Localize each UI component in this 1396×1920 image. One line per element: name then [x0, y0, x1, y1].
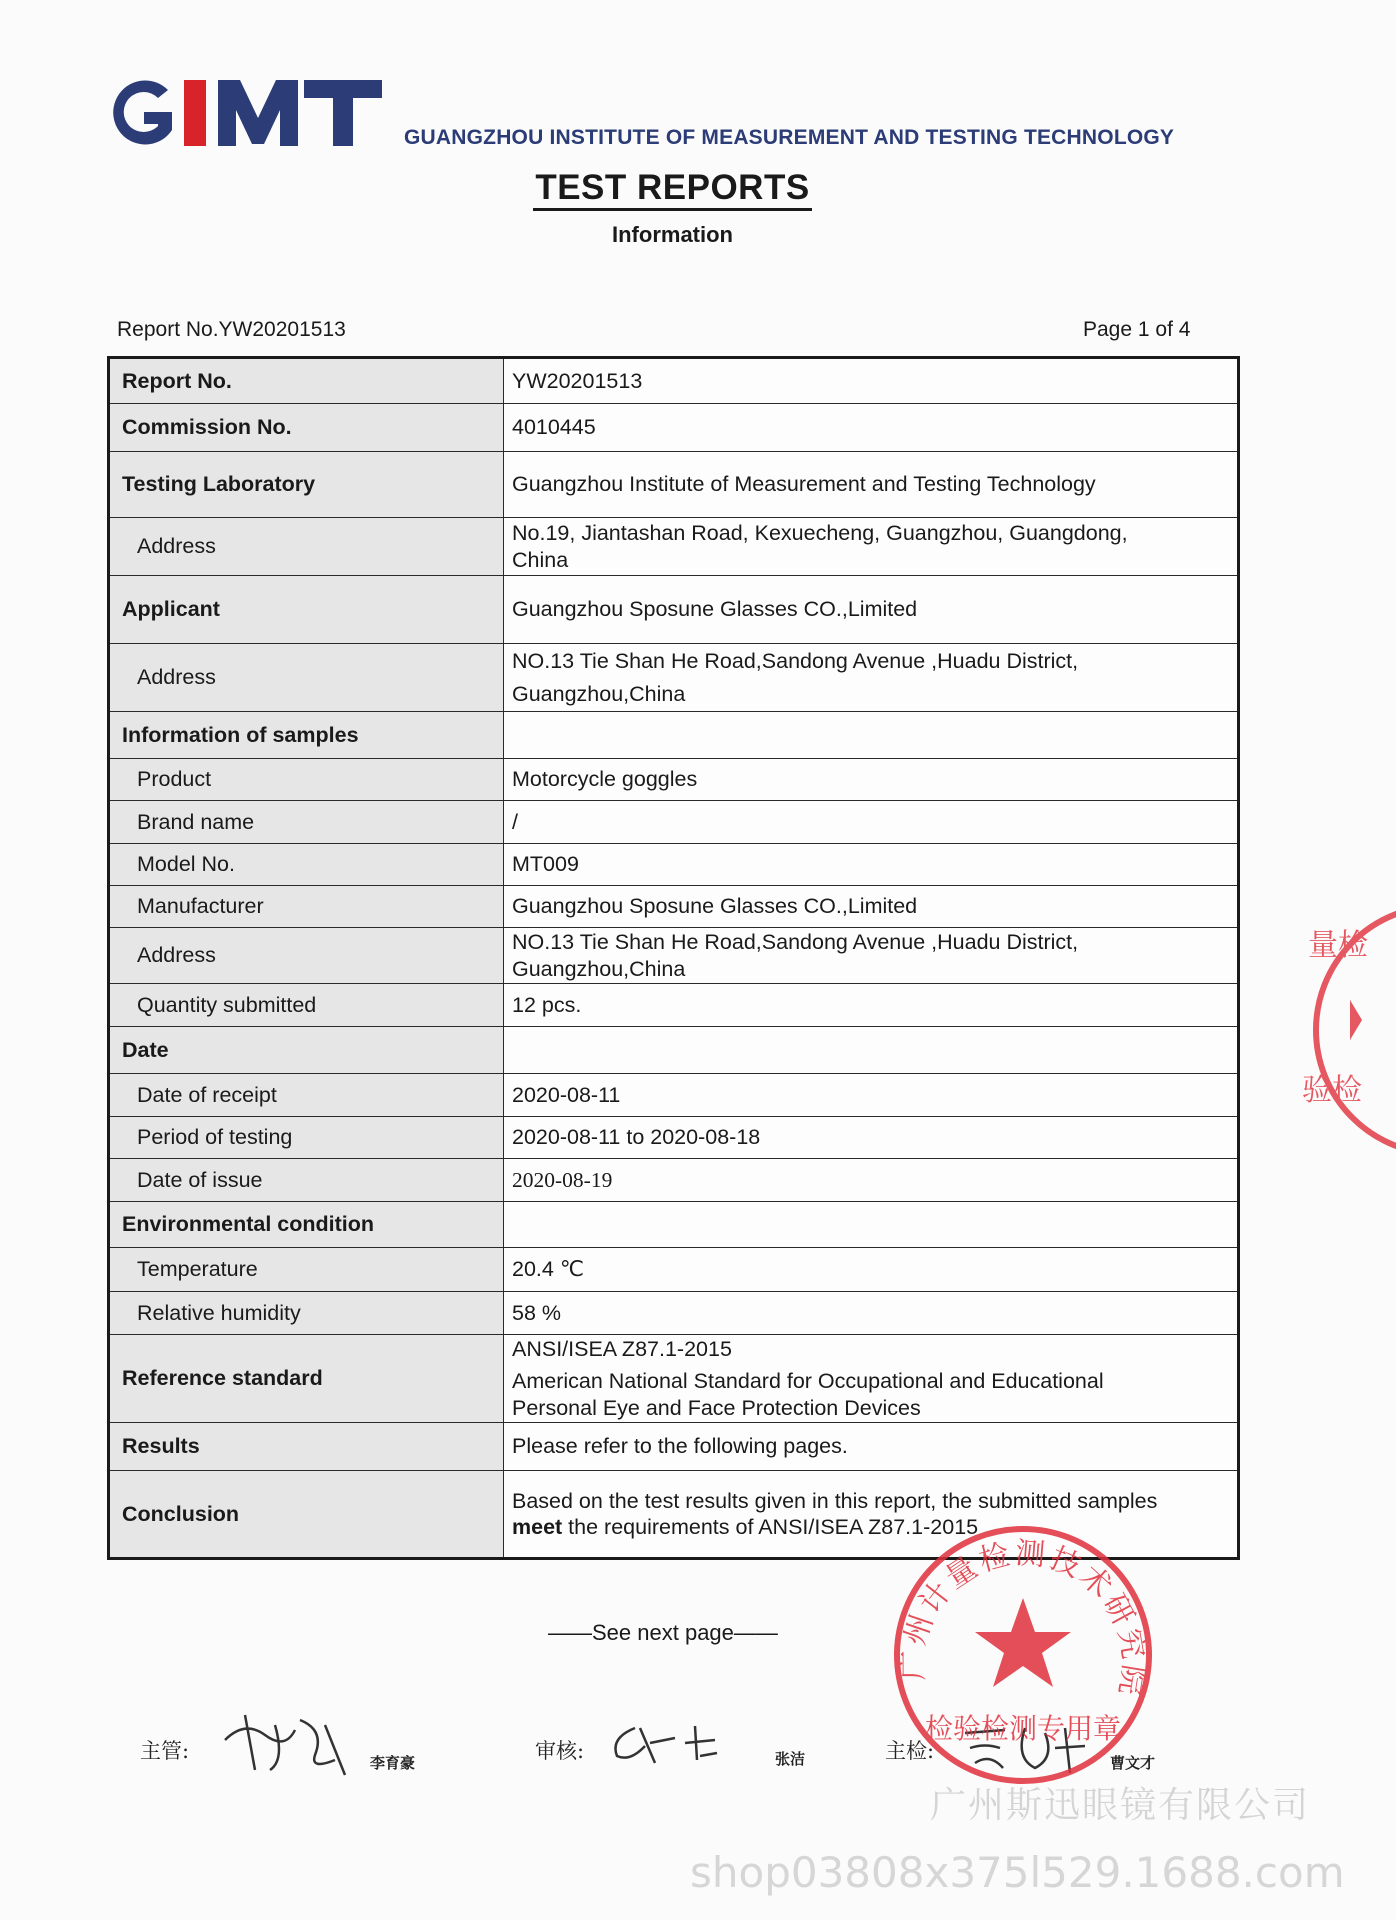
value-period: 2020-08-11 to 2020-08-18 — [504, 1117, 1239, 1159]
institute-name: GUANGZHOU INSTITUTE OF MEASUREMENT AND TESTING TECHNOLOGY — [404, 126, 1175, 149]
row-results — [109, 1423, 1239, 1471]
label-issue: Date of issue — [109, 1159, 504, 1202]
supervisor-signature — [215, 1700, 365, 1780]
row-brand — [109, 801, 1239, 844]
value-report-no: YW20201513 — [504, 358, 1239, 404]
lab-address-line-2: China — [512, 547, 569, 572]
label-receipt: Date of receipt — [109, 1074, 504, 1117]
official-seal — [888, 1520, 1158, 1790]
label-brand: Brand name — [109, 801, 504, 844]
shop-watermark: 广州斯迅眼镜有限公司 — [930, 1785, 1311, 1826]
value-applicant-address — [504, 644, 1239, 712]
value-results: Please refer to the following pages. — [504, 1423, 1239, 1471]
label-model: Model No. — [109, 844, 504, 886]
label-testing-lab: Testing Laboratory — [109, 452, 504, 518]
label-temperature: Temperature — [109, 1248, 504, 1292]
row-samples-info — [109, 712, 1239, 759]
supervisor-name: 李育豪 — [370, 1754, 416, 1772]
row-date — [109, 1027, 1239, 1074]
value-model: MT009 — [504, 844, 1239, 886]
value-environment — [504, 1202, 1239, 1248]
label-manufacturer: Manufacturer — [109, 886, 504, 928]
row-applicant-address — [109, 644, 1239, 712]
seal-ring-text: 广州计量检测技术研究院 — [895, 1535, 1152, 1701]
row-manufacturer — [109, 886, 1239, 928]
row-testing-lab — [109, 452, 1239, 518]
see-next-page: ——See next page—— — [548, 1620, 778, 1645]
label-period: Period of testing — [109, 1117, 504, 1159]
row-issue — [109, 1159, 1239, 1202]
label-date: Date — [109, 1027, 504, 1074]
value-humidity: 58 % — [504, 1292, 1239, 1335]
inspector-name: 曹文才 — [1110, 1754, 1156, 1772]
reviewer-signature — [605, 1718, 745, 1768]
row-reference — [109, 1335, 1239, 1423]
row-environment — [109, 1202, 1239, 1248]
label-report-no: Report No. — [109, 358, 504, 404]
value-product: Motorcycle goggles — [504, 759, 1239, 801]
row-applicant — [109, 576, 1239, 644]
partial-seal-top-text: 量检 — [1308, 928, 1368, 963]
value-commission-no: 4010445 — [504, 404, 1239, 452]
value-lab-address — [504, 518, 1239, 576]
reference-line-3: Personal Eye and Face Protection Devices — [512, 1395, 921, 1420]
label-results: Results — [109, 1423, 504, 1471]
conclusion-line-1: Based on the test results given in this report, the submitted samples — [512, 1488, 1158, 1513]
document-subtitle: Information — [612, 222, 733, 247]
value-manufacturer: Guangzhou Sposune Glasses CO.,Limited — [504, 886, 1239, 928]
label-samples-info: Information of samples — [109, 712, 504, 759]
inspector-label: 主检: — [885, 1739, 935, 1763]
reviewer-label: 审核: — [535, 1739, 585, 1763]
label-commission-no: Commission No. — [109, 404, 504, 452]
applicant-address-line-2: Guangzhou,China — [512, 681, 686, 706]
label-applicant-address: Address — [109, 644, 504, 712]
lab-address-line-1: No.19, Jiantashan Road, Kexuecheng, Guangzhou, Guangdong, — [512, 521, 1128, 546]
row-manufacturer-address — [109, 928, 1239, 984]
value-receipt: 2020-08-11 — [504, 1074, 1239, 1117]
label-manufacturer-address: Address — [109, 928, 504, 984]
reviewer-name: 张洁 — [775, 1750, 806, 1768]
row-product — [109, 759, 1239, 801]
value-applicant: Guangzhou Sposune Glasses CO.,Limited — [504, 576, 1239, 644]
row-receipt — [109, 1074, 1239, 1117]
value-reference — [504, 1335, 1239, 1423]
report-info-table — [107, 356, 1240, 1560]
row-commission-no — [109, 404, 1239, 452]
conclusion-meet: meet — [512, 1515, 563, 1539]
row-quantity — [109, 984, 1239, 1027]
label-product: Product — [109, 759, 504, 801]
logo-text: GIMT — [106, 74, 109, 75]
label-lab-address: Address — [109, 518, 504, 576]
page-indicator: Page 1 of 4 — [1083, 318, 1191, 341]
value-issue: 2020-08-19 — [504, 1159, 1239, 1202]
supervisor-label: 主管: — [140, 1739, 190, 1763]
partial-seal-bottom-text: 验检 — [1302, 1073, 1362, 1108]
conclusion-rest: the requirements of ANSI/ISEA Z87.1-2015 — [562, 1515, 979, 1539]
manufacturer-address-line-1: NO.13 Tie Shan He Road,Sandong Avenue ,Huadu District, — [512, 930, 1079, 955]
value-brand: / — [504, 801, 1239, 844]
value-manufacturer-address — [504, 928, 1239, 984]
report-number-header: Report No.YW20201513 — [117, 318, 346, 341]
row-period — [109, 1117, 1239, 1159]
label-quantity: Quantity submitted — [109, 984, 504, 1027]
value-testing-lab: Guangzhou Institute of Measurement and Testing Technology — [504, 452, 1239, 518]
value-temperature: 20.4 ℃ — [504, 1248, 1239, 1292]
partial-seal — [1290, 900, 1396, 1160]
row-temperature — [109, 1248, 1239, 1292]
value-date — [504, 1027, 1239, 1074]
manufacturer-address-line-2: Guangzhou,China — [512, 956, 686, 981]
url-watermark: shop03808x375l529.1688.com — [690, 1848, 1345, 1897]
row-lab-address — [109, 518, 1239, 576]
applicant-address-line-1: NO.13 Tie Shan He Road,Sandong Avenue ,Huadu District, — [512, 649, 1079, 674]
reference-line-2: American National Standard for Occupational and Educational — [512, 1369, 1104, 1394]
gimt-logo — [106, 74, 386, 152]
label-conclusion: Conclusion — [109, 1471, 504, 1559]
label-applicant: Applicant — [109, 576, 504, 644]
seal-bottom-text: 检验检测专用章 — [924, 1712, 1122, 1745]
label-humidity: Relative humidity — [109, 1292, 504, 1335]
label-environment: Environmental condition — [109, 1202, 504, 1248]
row-report-no — [109, 358, 1239, 404]
reference-line-1: ANSI/ISEA Z87.1-2015 — [512, 1337, 732, 1362]
row-model — [109, 844, 1239, 886]
document-title: TEST REPORTS — [0, 168, 1345, 208]
value-quantity: 12 pcs. — [504, 984, 1239, 1027]
value-samples-info — [504, 712, 1239, 759]
row-humidity — [109, 1292, 1239, 1335]
label-reference: Reference standard — [109, 1335, 504, 1423]
